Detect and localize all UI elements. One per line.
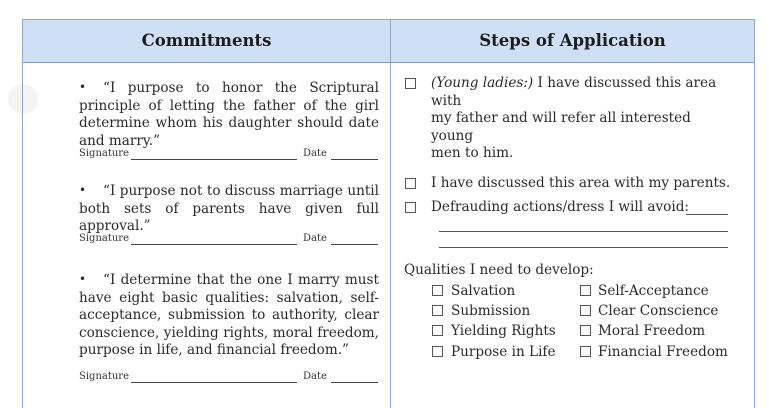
signature-row-3 <box>79 371 379 385</box>
bullet: • <box>79 183 87 197</box>
date-label: Date <box>303 233 327 244</box>
date-line-3[interactable] <box>331 382 378 383</box>
commitments-heading: Commitments <box>141 31 272 50</box>
column-divider <box>390 20 391 408</box>
quality-checkbox-self-acceptance[interactable] <box>580 285 591 296</box>
quality-checkbox-purpose-in-life[interactable] <box>432 346 443 357</box>
date-line-1[interactable] <box>331 159 378 160</box>
quality-checkbox-financial-freedom[interactable] <box>580 346 591 357</box>
defrauding-answer-line-0[interactable] <box>686 214 728 215</box>
quality-self-acceptance: Self-Acceptance <box>598 283 709 299</box>
quality-yielding-rights: Yielding Rights <box>451 323 556 339</box>
signature-line-1[interactable] <box>131 159 297 160</box>
commitment-3 <box>79 271 379 360</box>
qualities-heading: Qualities I need to develop: <box>404 262 594 278</box>
bullet: • <box>79 80 87 94</box>
quality-checkbox-yielding-rights[interactable] <box>432 325 443 336</box>
table-header <box>23 20 754 63</box>
signature-label: Signature <box>79 371 130 382</box>
date-label: Date <box>303 148 327 159</box>
bullet: • <box>79 272 87 286</box>
signature-row-2 <box>79 233 379 247</box>
young-ladies-prefix: (Young ladies:) <box>431 75 534 91</box>
signature-label: Signature <box>79 233 130 244</box>
young-ladies-step <box>431 75 731 163</box>
commitment-3-text: “I determine that the one I marry must have eight basic qualities: salvation, self-acceptance, submission to authority, clear conscience, yielding rights, moral freedom, purpose in life, and financial freedom.” <box>79 272 379 359</box>
young-ladies-line2: my father and will refer all interested young <box>431 110 691 144</box>
quality-submission: Submission <box>451 303 531 319</box>
parents-checkbox[interactable] <box>405 178 416 189</box>
commitment-2-text: “I purpose not to discuss marriage until both sets of parents have given full approval.” <box>79 183 379 235</box>
quality-clear-conscience: Clear Conscience <box>598 303 719 319</box>
quality-salvation: Salvation <box>451 283 516 299</box>
young-ladies-checkbox[interactable] <box>405 78 416 89</box>
parents-step: I have discussed this area with my parents. <box>431 175 731 191</box>
quality-checkbox-clear-conscience[interactable] <box>580 305 591 316</box>
signature-row-1 <box>79 148 379 162</box>
quality-checkbox-submission[interactable] <box>432 305 443 316</box>
young-ladies-line1: I have discussed this area with <box>431 75 717 109</box>
quality-purpose-in-life: Purpose in Life <box>451 344 556 360</box>
steps-heading: Steps of Application <box>479 31 666 50</box>
signature-label: Signature <box>79 148 130 159</box>
defrauding-checkbox[interactable] <box>405 202 416 213</box>
defrauding-answer-line-2[interactable] <box>439 247 728 248</box>
defrauding-step: Defrauding actions/dress I will avoid: <box>431 199 689 215</box>
quality-checkbox-moral-freedom[interactable] <box>580 325 591 336</box>
signature-line-2[interactable] <box>131 244 297 245</box>
quality-financial-freedom: Financial Freedom <box>598 344 728 360</box>
defrauding-answer-line-1[interactable] <box>439 231 728 232</box>
signature-line-3[interactable] <box>131 382 297 383</box>
commitment-1-text: “I purpose to honor the Scriptural principle of letting the father of the girl determine whom his daughter should date and marry.” <box>79 80 379 149</box>
young-ladies-line3: men to him. <box>431 145 514 162</box>
quality-moral-freedom: Moral Freedom <box>598 323 706 339</box>
commitment-1 <box>79 79 379 150</box>
commitment-2 <box>79 182 379 236</box>
date-label: Date <box>303 371 327 382</box>
quality-checkbox-salvation[interactable] <box>432 285 443 296</box>
date-line-2[interactable] <box>331 244 378 245</box>
